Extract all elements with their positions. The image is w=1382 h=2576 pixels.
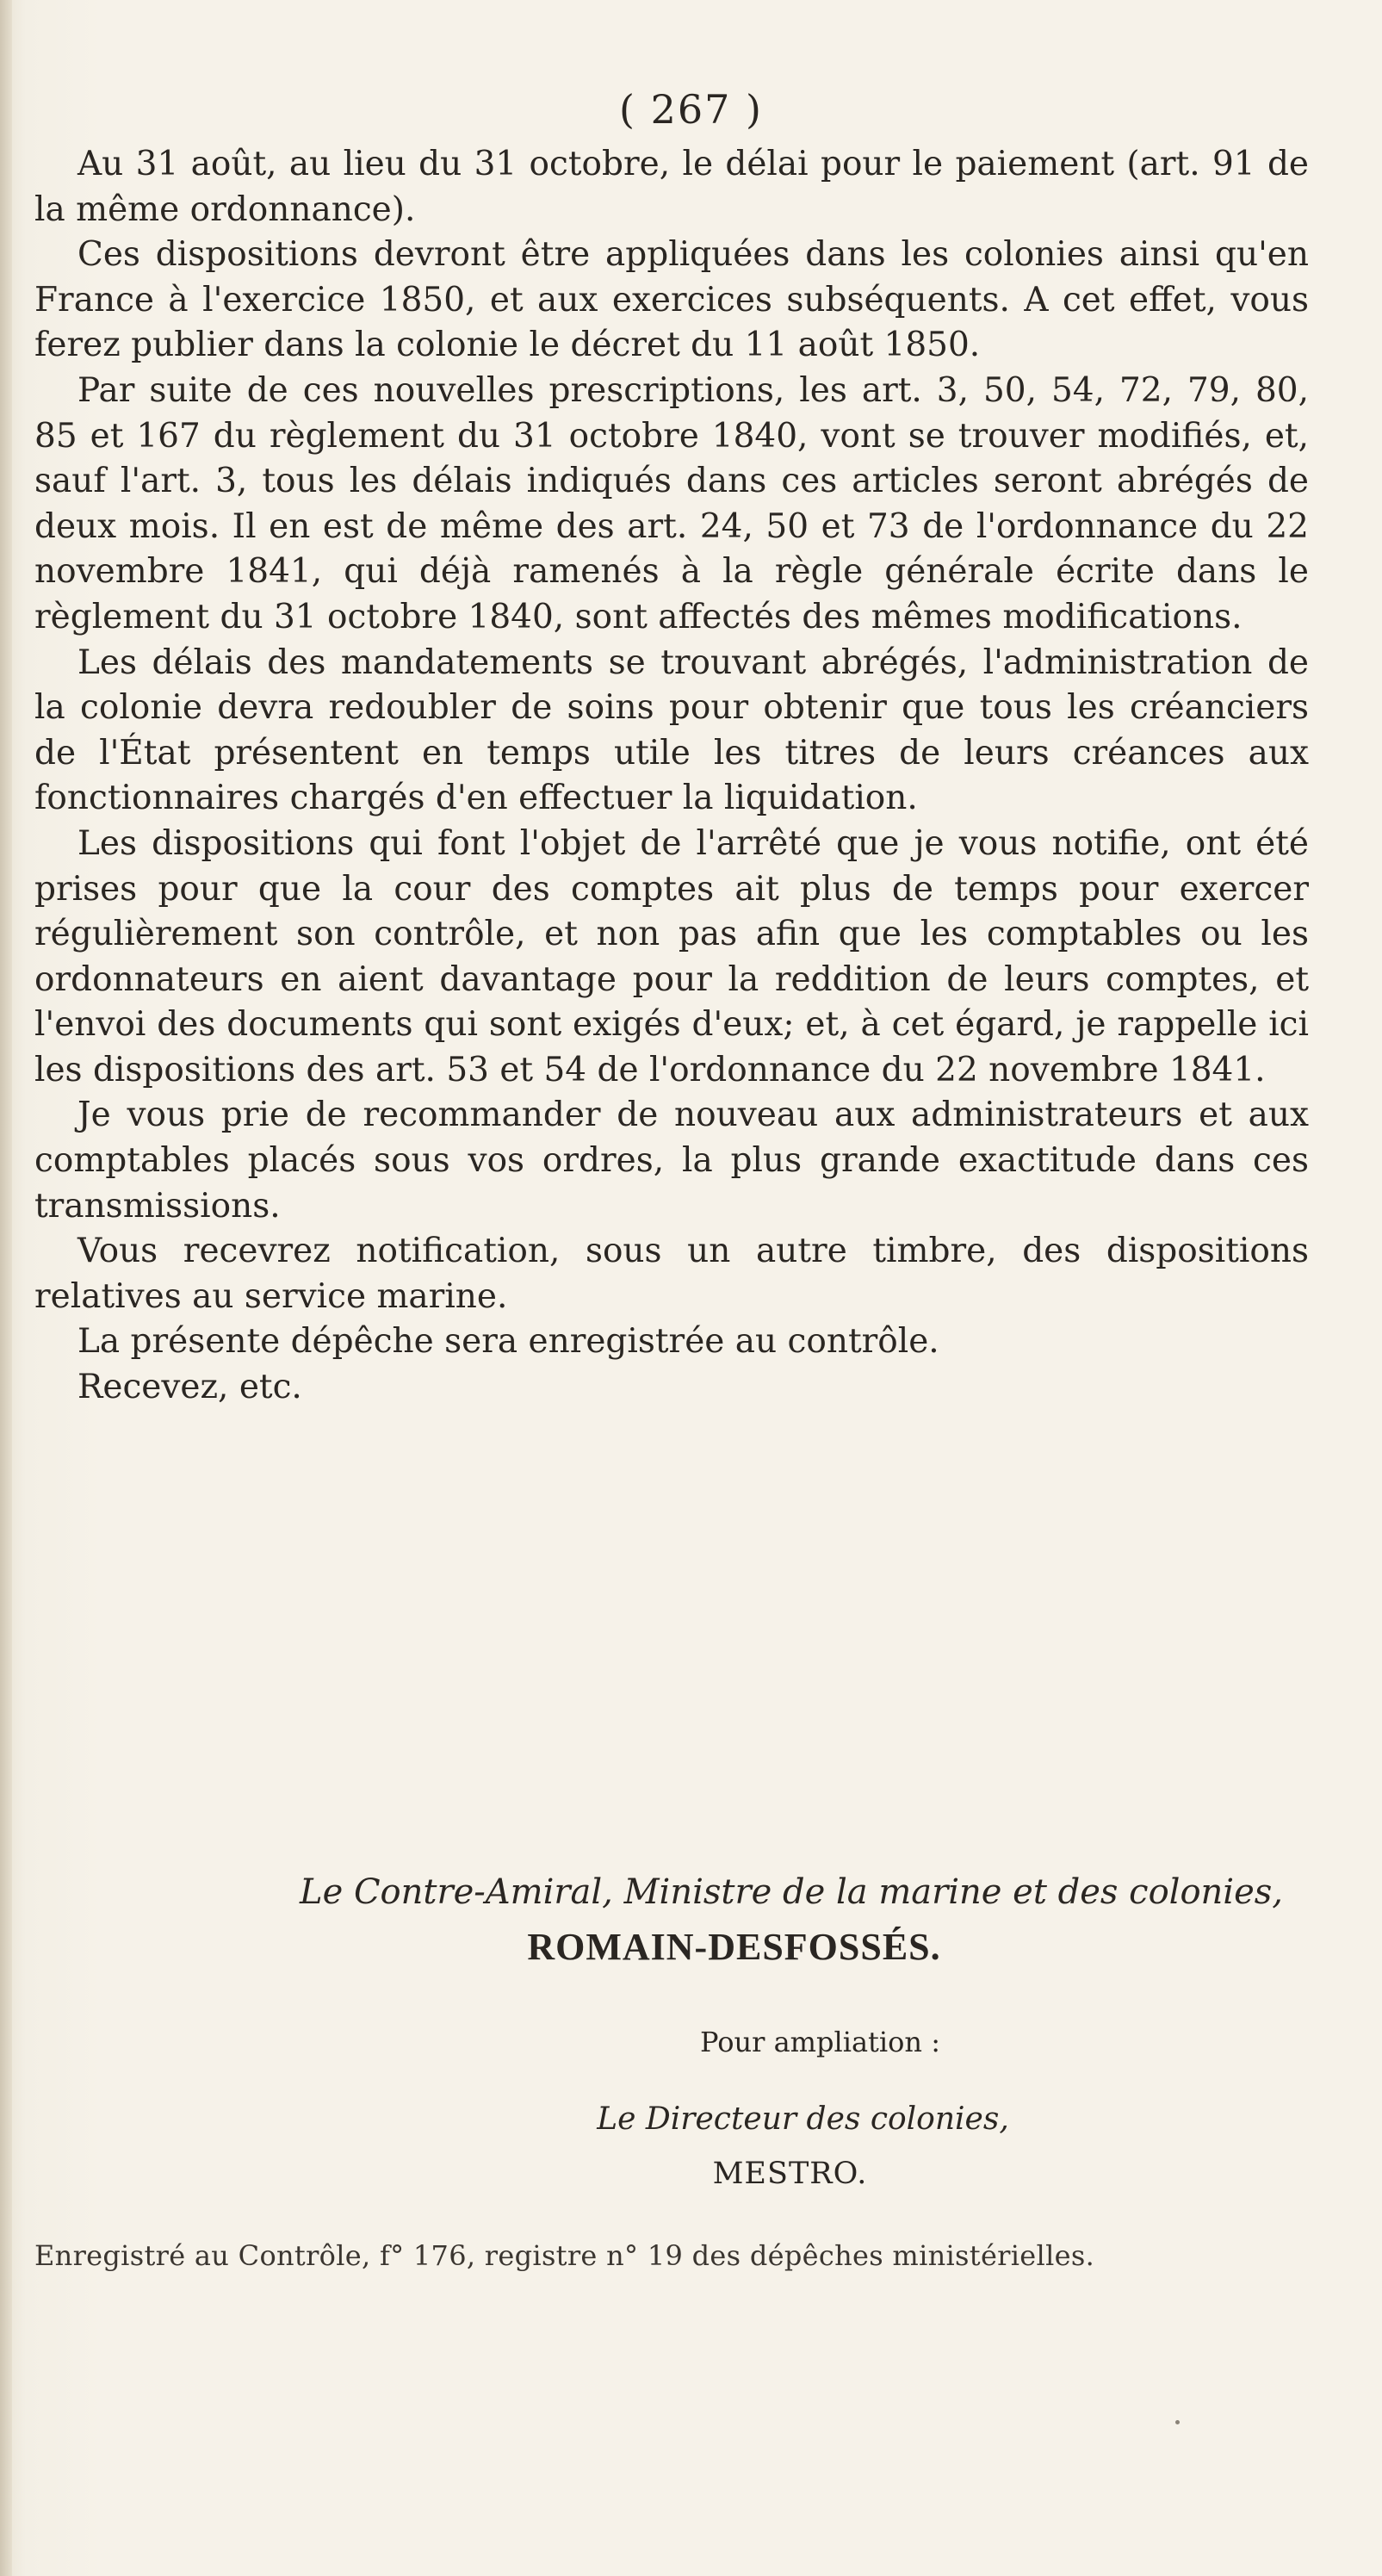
paragraph-1: Au 31 août, au lieu du 31 octobre, le délai pour le paiement (art. 91 de la même ordonnance).	[34, 145, 1309, 229]
director-name: MESTRO.	[712, 2157, 868, 2191]
page-number: ( 267 )	[619, 86, 763, 133]
paragraph-6: Je vous prie de recommander de nouveau aux administrateurs et aux comptables placés sous vos ordres, la plus grande exactitude dans ces transmissions.	[34, 1096, 1309, 1226]
registration-note: Enregistré au Contrôle, f° 176, registre n° 19 des dépêches ministérielles.	[34, 2239, 1095, 2272]
signatory-title: Le Contre-Amiral, Ministre de la marine et des colonies,	[300, 1872, 1283, 1912]
director-title: Le Directeur des colonies,	[597, 2101, 1009, 2137]
paragraph-7: Vous recevrez notification, sous un autre timbre, des dispositions relatives au service marine.	[34, 1232, 1309, 1316]
paragraph-5: Les dispositions qui font l'objet de l'arrêté que je vous notifie, ont été prises pour que la cour des comptes ait plus de temps pour exercer régulièrement son contrôle, et non pas afin que les comptables ou les ordonnateurs en aient davantage pour la reddition de leurs comptes, et l'envoi des documents qui sont exigés d'eux; et, à cet égard, je rappelle ici les dispositions des art. 53 et 54 de l'ordonnance du 22 novembre 1841.	[34, 823, 1309, 1089]
paragraph-3: Par suite de ces nouvelles prescriptions, les art. 3, 50, 54, 72, 79, 80, 85 et 167 du règlement du 31 octobre 1840, vont se trouver modifiés, et, sauf l'art. 3, tous les délais indiqués dans ces articles seront abrégés de deux mois. Il en est de même des art. 24, 50 et 73 de l'ordonnance du 22 novembre 1841, qui déjà ramenés à la règle générale écrite dans le règlement du 31 octobre 1840, sont affectés des mêmes modifications.	[34, 370, 1309, 636]
paragraph-2: Ces dispositions devront être appliquées dans les colonies ainsi qu'en France à l'exercice 1850, et aux exercices subséquents. A cet effet, vous ferez publier dans la colonie le décret du 11 août 1850.	[34, 235, 1309, 365]
paragraph-9: Recevez, etc.	[77, 1368, 302, 1407]
ampliation-label: Pour ampliation :	[700, 2026, 940, 2058]
paragraph-4: Les délais des mandatements se trouvant abrégés, l'administration de la colonie devra redoubler de soins pour obtenir que tous les créanciers de l'État présentent en temps utile les titres de leurs créances aux fonctionnaires chargés d'en effectuer la liquidation.	[34, 642, 1309, 818]
paper-speck	[1175, 2420, 1180, 2424]
letter-body	[34, 142, 1309, 1411]
signatory-name: ROMAIN-DESFOSSÉS.	[527, 1926, 941, 1968]
paragraph-8: La présente dépêche sera enregistrée au contrôle.	[77, 1322, 939, 1362]
